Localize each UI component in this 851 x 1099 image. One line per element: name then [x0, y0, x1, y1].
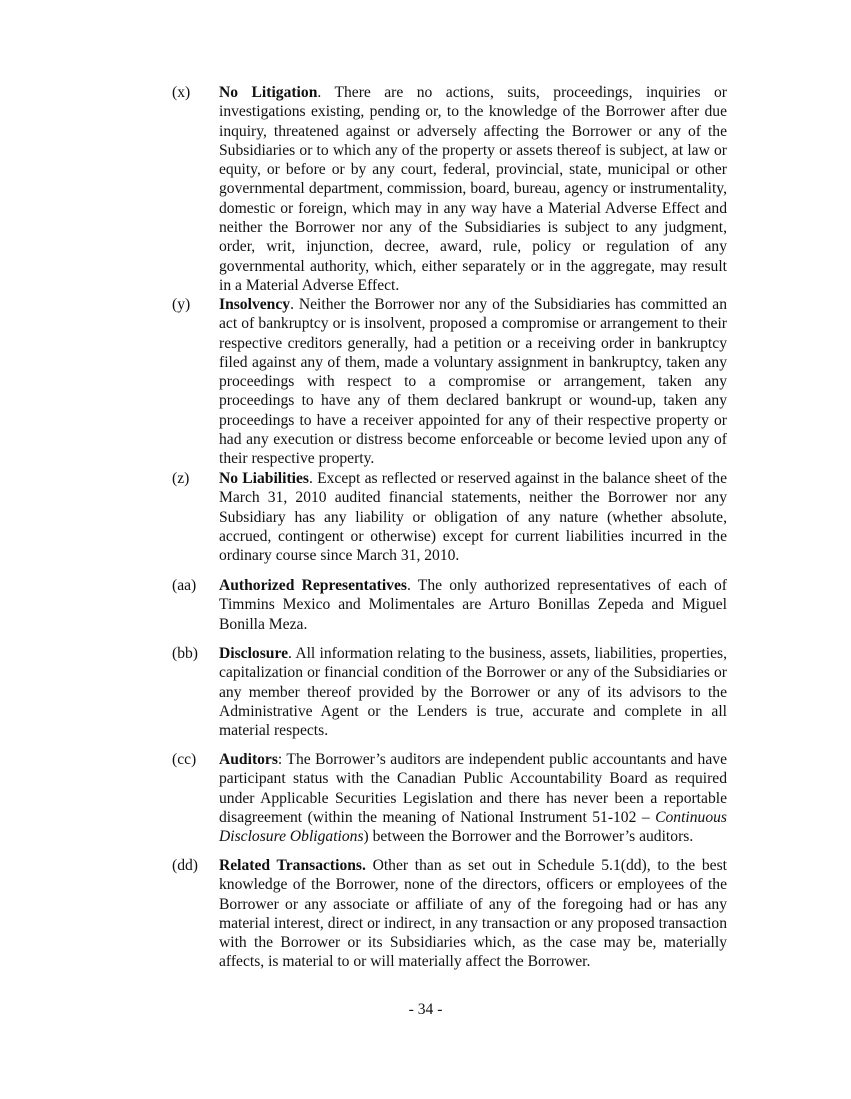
- clause-body: [219, 295, 727, 469]
- clause-text: . All information relating to the business, assets, liabilities, properties, capitalization or financial condition of the Borrower or any of the Subsidiaries or any member thereof provided by the Borrower or any of its advisors to the Administrative Agent or the Lenders is true, accurate and complete in all material respects.: [219, 645, 727, 740]
- clause-body: [219, 644, 727, 740]
- page-number: - 34 -: [408, 1001, 443, 1018]
- clause-label: (bb): [172, 645, 198, 662]
- clause-label: (aa): [172, 577, 197, 594]
- clause-body: [219, 750, 727, 846]
- clause-heading: Insolvency: [219, 296, 291, 313]
- clause-body: [219, 83, 727, 295]
- clause-heading: Disclosure: [219, 645, 289, 662]
- clause-text: . There are no actions, suits, proceedings, inquiries or investigations existing, pending or, to the knowledge of the Borrower after due inquiry, threatened against or adversely affecting the Borrower or any of the Subsidiaries or to which any of the property or assets thereof is subject, at law or equity, or before or by any court, federal, provincial, state, municipal or other governmental department, commission, board, bureau, agency or instrumentality, domestic or foreign, which may in any way have a Material Adverse Effect and neither the Borrower nor any of the Subsidiaries is subject to any judgment, order, writ, injunction, decree, award, rule, policy or regulation of any governmental authority, which, either separately or in the aggregate, may result in a Material Adverse Effect.: [219, 84, 727, 294]
- clause-text: . Neither the Borrower nor any of the Subsidiaries has committed an act of bankruptcy or is insolvent, proposed a compromise or arrangement to their respective creditors generally, had a petition or a receiving order in bankruptcy filed against any of them, made a voluntary assignment in bankruptcy, taken any proceedings with respect to a compromise or arrangement, taken any proceedings to have any of them declared bankrupt or wound-up, taken any proceedings to have a receiver appointed for any of their respective property or had any execution or distress become enforceable or become levied upon any of their respective property.: [219, 296, 727, 468]
- clause-label: (x): [172, 84, 191, 101]
- clause-heading: Auditors: [219, 751, 278, 768]
- clause-heading: No Liabilities: [219, 470, 309, 487]
- clause-text-after: ) between the Borrower and the Borrower’s auditors.: [363, 828, 694, 846]
- clause-text: Other than as set out in Schedule 5.1(dd), to the best knowledge of the Borrower, none of the directors, officers or employees of the Borrower or any associate or affiliate of any of the foregoing had or has any material interest, direct or indirect, in any transaction or any proposed transaction with the Borrower or its Subsidiaries which, as the case may be, materially affects, is material to or will materially affect the Borrower.: [219, 857, 727, 971]
- clause-body: [219, 469, 727, 565]
- clause-label: (dd): [172, 857, 198, 874]
- clause-heading: No Litigation: [219, 84, 318, 101]
- clause-text: : The Borrower’s auditors are independent public accountants and have participant status with the Canadian Public Accountability Board as required under Applicable Securities Legislation and there has never been a reportable disagreement (within the meaning of National Instrument 51-102 –: [219, 751, 727, 826]
- clause-text: . The only authorized representatives of each of Timmins Mexico and Molimentales are Arturo Bonillas Zepeda and Miguel Bonilla Meza.: [219, 577, 727, 633]
- instrument-title: Continuous Disclosure Obligations: [219, 808, 727, 846]
- clause-text: . Except as reflected or reserved against in the balance sheet of the March 31, 2010 audited financial statements, neither the Borrower nor any Subsidiary has any liability or obligation of any nature (whether absolute, accrued, contingent or otherwise) except for current liabilities incurred in the ordinary course since March 31, 2010.: [219, 470, 728, 565]
- clause-body: [219, 576, 727, 634]
- clause-body: [219, 856, 727, 972]
- clause-heading: Related Transactions.: [219, 857, 366, 874]
- clause-heading: Authorized Representatives: [219, 577, 407, 594]
- clause-label: (cc): [172, 751, 197, 768]
- clause-label: (z): [172, 470, 190, 487]
- clause-label: (y): [172, 296, 191, 313]
